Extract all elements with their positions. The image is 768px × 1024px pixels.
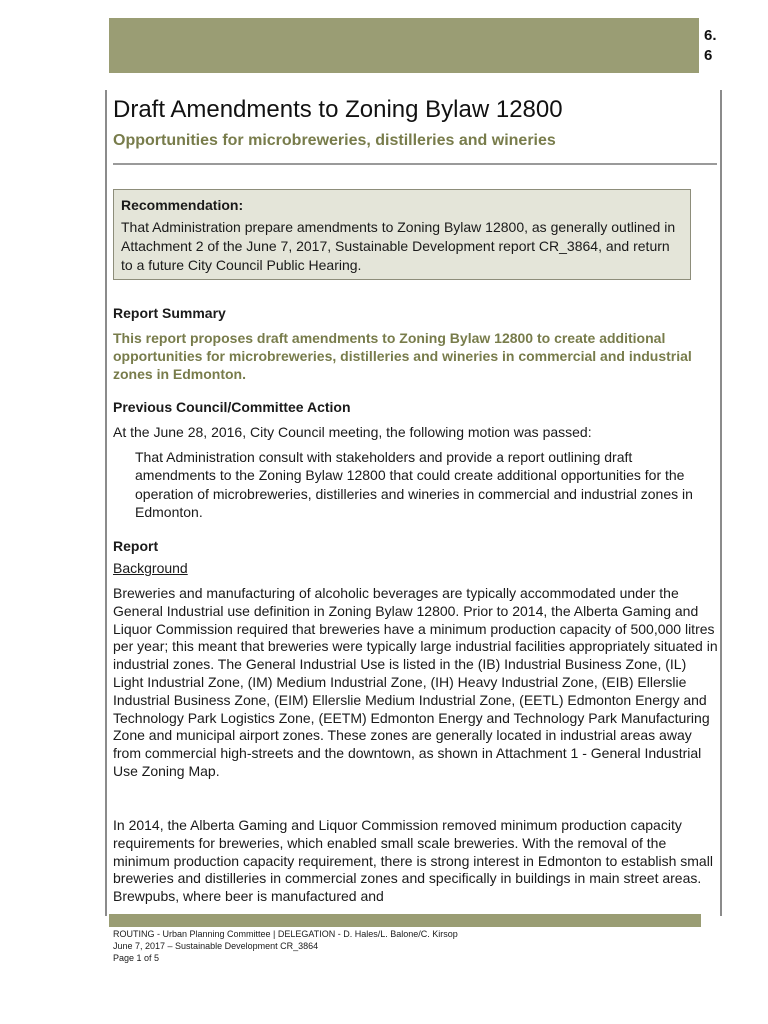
background-subheading: Background	[113, 560, 188, 576]
background-paragraph-2: In 2014, the Alberta Gaming and Liquor Commission removed minimum production capacity requirements for breweries, which enabled small scale breweries. With the removal of the minimum production capacity requirement, there is strong interest in Edmonton to establish small breweries and distilleries in commercial zones and specifically in buildings in main street areas. Brewpubs, where beer is manufactured and	[113, 817, 713, 905]
footer-bar	[109, 914, 701, 927]
footer-page-number: Page 1 of 5	[113, 953, 160, 963]
left-border-rule	[105, 90, 107, 916]
footer-date-line: June 7, 2017 – Sustainable Development CR_3864	[113, 941, 319, 951]
report-heading: Report	[113, 538, 159, 554]
item-number	[704, 26, 728, 66]
page-title: Draft Amendments to Zoning Bylaw 12800	[113, 96, 563, 123]
previous-action-intro: At the June 28, 2016, City Council meeting, the following motion was passed:	[113, 424, 592, 440]
previous-action-heading: Previous Council/Committee Action	[113, 399, 351, 415]
item-number-line2: 6	[704, 47, 713, 64]
header-bar	[109, 18, 699, 73]
recommendation-heading: Recommendation:	[121, 197, 244, 213]
recommendation-text: That Administration prepare amendments to Zoning Bylaw 12800, as generally outlined in Attachment 2 of the June 7, 2017, Sustainable Development report CR_3864, and return to a future City Council Public Hearing.	[121, 219, 676, 273]
report-summary-text: This report proposes draft amendments to Zoning Bylaw 12800 to create additional opportunities for microbreweries, distilleries and wineries in commercial and industrial zones in Edmonton.	[113, 330, 692, 382]
title-divider	[113, 163, 717, 165]
page-subtitle: Opportunities for microbreweries, distilleries and wineries	[113, 132, 556, 149]
footer-routing: ROUTING - Urban Planning Committee | DELEGATION - D. Hales/L. Balone/C. Kirsop	[113, 929, 458, 939]
previous-action-motion: That Administration consult with stakeholders and provide a report outlining draft amendments to the Zoning Bylaw 12800 that could create additional opportunities for the operation of microbreweries, distilleries and wineries in commercial and industrial zones in Edmonton.	[135, 449, 693, 520]
recommendation-box	[113, 189, 691, 280]
report-summary-heading: Report Summary	[113, 305, 226, 321]
background-paragraph-1: Breweries and manufacturing of alcoholic beverages are typically accommodated under the General Industrial use definition in Zoning Bylaw 12800. Prior to 2014, the Alberta Gaming and Liquor Commission required that breweries have a minimum production capacity of 500,000 litres per year; this meant that breweries were typically large industrial facilities appropriately situated in industrial zones. The General Industrial Use is listed in the (IB) Industrial Business Zone, (IL) Light Industrial Zone, (IM) Medium Industrial Zone, (IH) Heavy Industrial Zone, (EIB) Ellerslie Industrial Business Zone, (EIM) Ellerslie Medium Industrial Zone, (EETL) Edmonton Energy and Technology Park Logistics Zone, (EETM) Edmonton Energy and Technology Park Manufacturing Zone and municipal airport zones. These zones are generally located in industrial areas away from commercial high-streets and the downtown, as shown in Attachment 1 - General Industrial Use Zoning Map.	[113, 585, 718, 779]
item-number-line1: 6.	[704, 27, 717, 44]
right-border-rule	[720, 90, 722, 916]
